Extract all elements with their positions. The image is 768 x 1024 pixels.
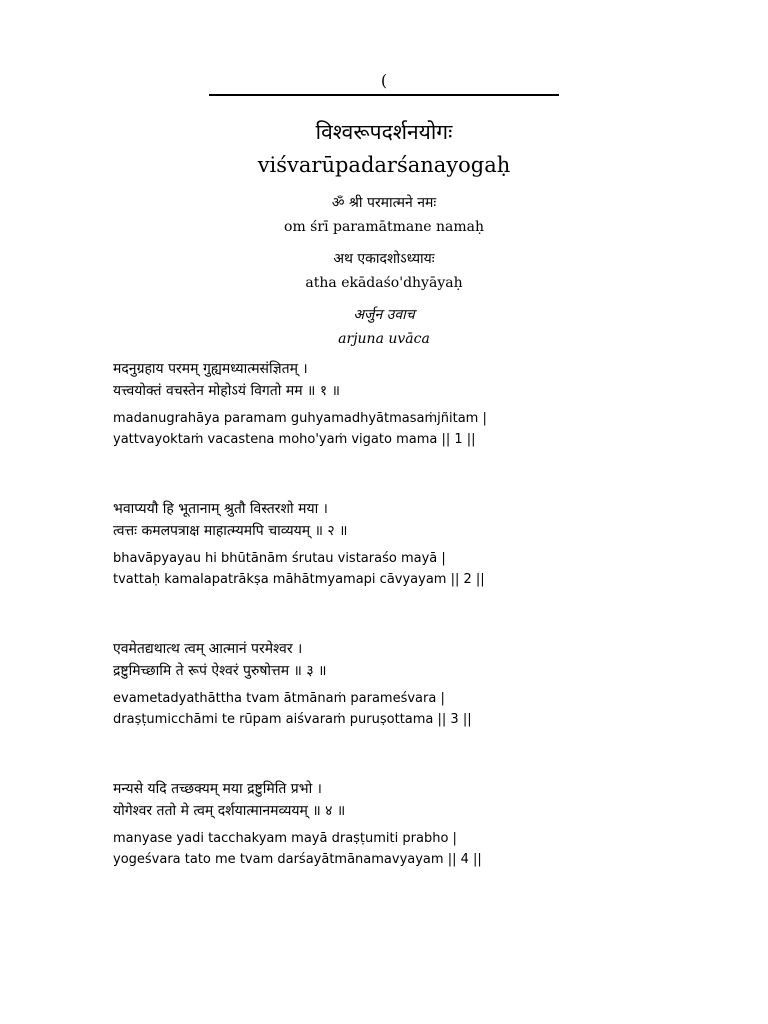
verse-1 [113, 358, 673, 450]
verse-4-roman-line-1: manyase yadi tacchakyam mayā draṣṭumiti prabho | [113, 831, 457, 846]
speaker-roman: arjuna uvāca [338, 331, 430, 347]
verse-2-devanagari-line-2: त्वत्तः कमलपत्राक्ष माहात्म्यमपि चाव्ययम् ॥ २ ॥ [113, 523, 348, 539]
chapter-label-devanagari: अथ एकादशोऽध्यायः [333, 251, 435, 267]
invocation-devanagari: ॐ श्री परमात्मने नमः [331, 195, 437, 211]
verse-3-devanagari-line-1: एवमेतद्यथात्थ त्वम् आत्मानं परमेश्वर । [113, 641, 303, 657]
verse-1-roman-line-1: madanugrahāya paramam guhyamadhyātmasaṁjñitam | [113, 411, 487, 426]
verse-3-devanagari-line-2: द्रष्टुमिच्छामि ते रूपं ऐश्वरं पुरुषोत्तम ॥ ३ ॥ [113, 663, 327, 679]
verse-3 [113, 638, 673, 730]
page-mark: ( [380, 71, 388, 90]
verse-2-roman-line-1: bhavāpyayau hi bhūtānām śrutau vistaraśo mayā | [113, 551, 446, 566]
verse-1-devanagari-line-1: मदनुग्रहाय परमम् गुह्यमध्यात्मसंज्ञितम् । [113, 361, 308, 377]
verse-1-devanagari-line-2: यत्त्वयोक्तं वचस्तेन मोहोऽयं विगतो मम ॥ १ ॥ [113, 383, 340, 399]
verse-4-roman-line-2: yogeśvara tato me tvam darśayātmānamavyayam || 4 || [113, 852, 482, 867]
verse-1-roman-line-2: yattvayoktaṁ vacastena moho'yaṁ vigato mama || 1 || [113, 432, 476, 447]
verse-4 [113, 778, 673, 870]
chapter-title-roman: viśvarūpadarśanayogaḥ [257, 153, 511, 177]
verse-2-devanagari-line-1: भवाप्ययौ हि भूतानाम् श्रुतौ विस्तरशो मया । [113, 501, 328, 517]
speaker-devanagari: अर्जुन उवाच [353, 307, 415, 323]
verse-3-roman-line-1: evametadyathāttha tvam ātmānaṁ parameśvara | [113, 691, 445, 706]
verse-2 [113, 498, 673, 590]
top-rule [209, 94, 559, 96]
chapter-title-devanagari: विश्वरूपदर्शनयोगः [315, 120, 453, 144]
chapter-header [0, 118, 768, 350]
verse-4-devanagari-line-1: मन्यसे यदि तच्छक्यम् मया द्रष्टुमिति प्रभो । [113, 781, 322, 797]
verse-4-devanagari-line-2: योगेश्वर ततो मे त्वम् दर्शयात्मानमव्ययम् ॥ ४ ॥ [113, 803, 346, 819]
chapter-label-roman: atha ekādaśo'dhyāyaḥ [305, 275, 463, 291]
verse-3-roman-line-2: draṣṭumicchāmi te rūpam aiśvaraṁ puruṣottama || 3 || [113, 712, 472, 727]
invocation-roman: om śrī paramātmane namaḥ [284, 219, 484, 235]
verse-2-roman-line-2: tvattaḥ kamalapatrākṣa māhātmyamapi cāvyayam || 2 || [113, 572, 485, 587]
